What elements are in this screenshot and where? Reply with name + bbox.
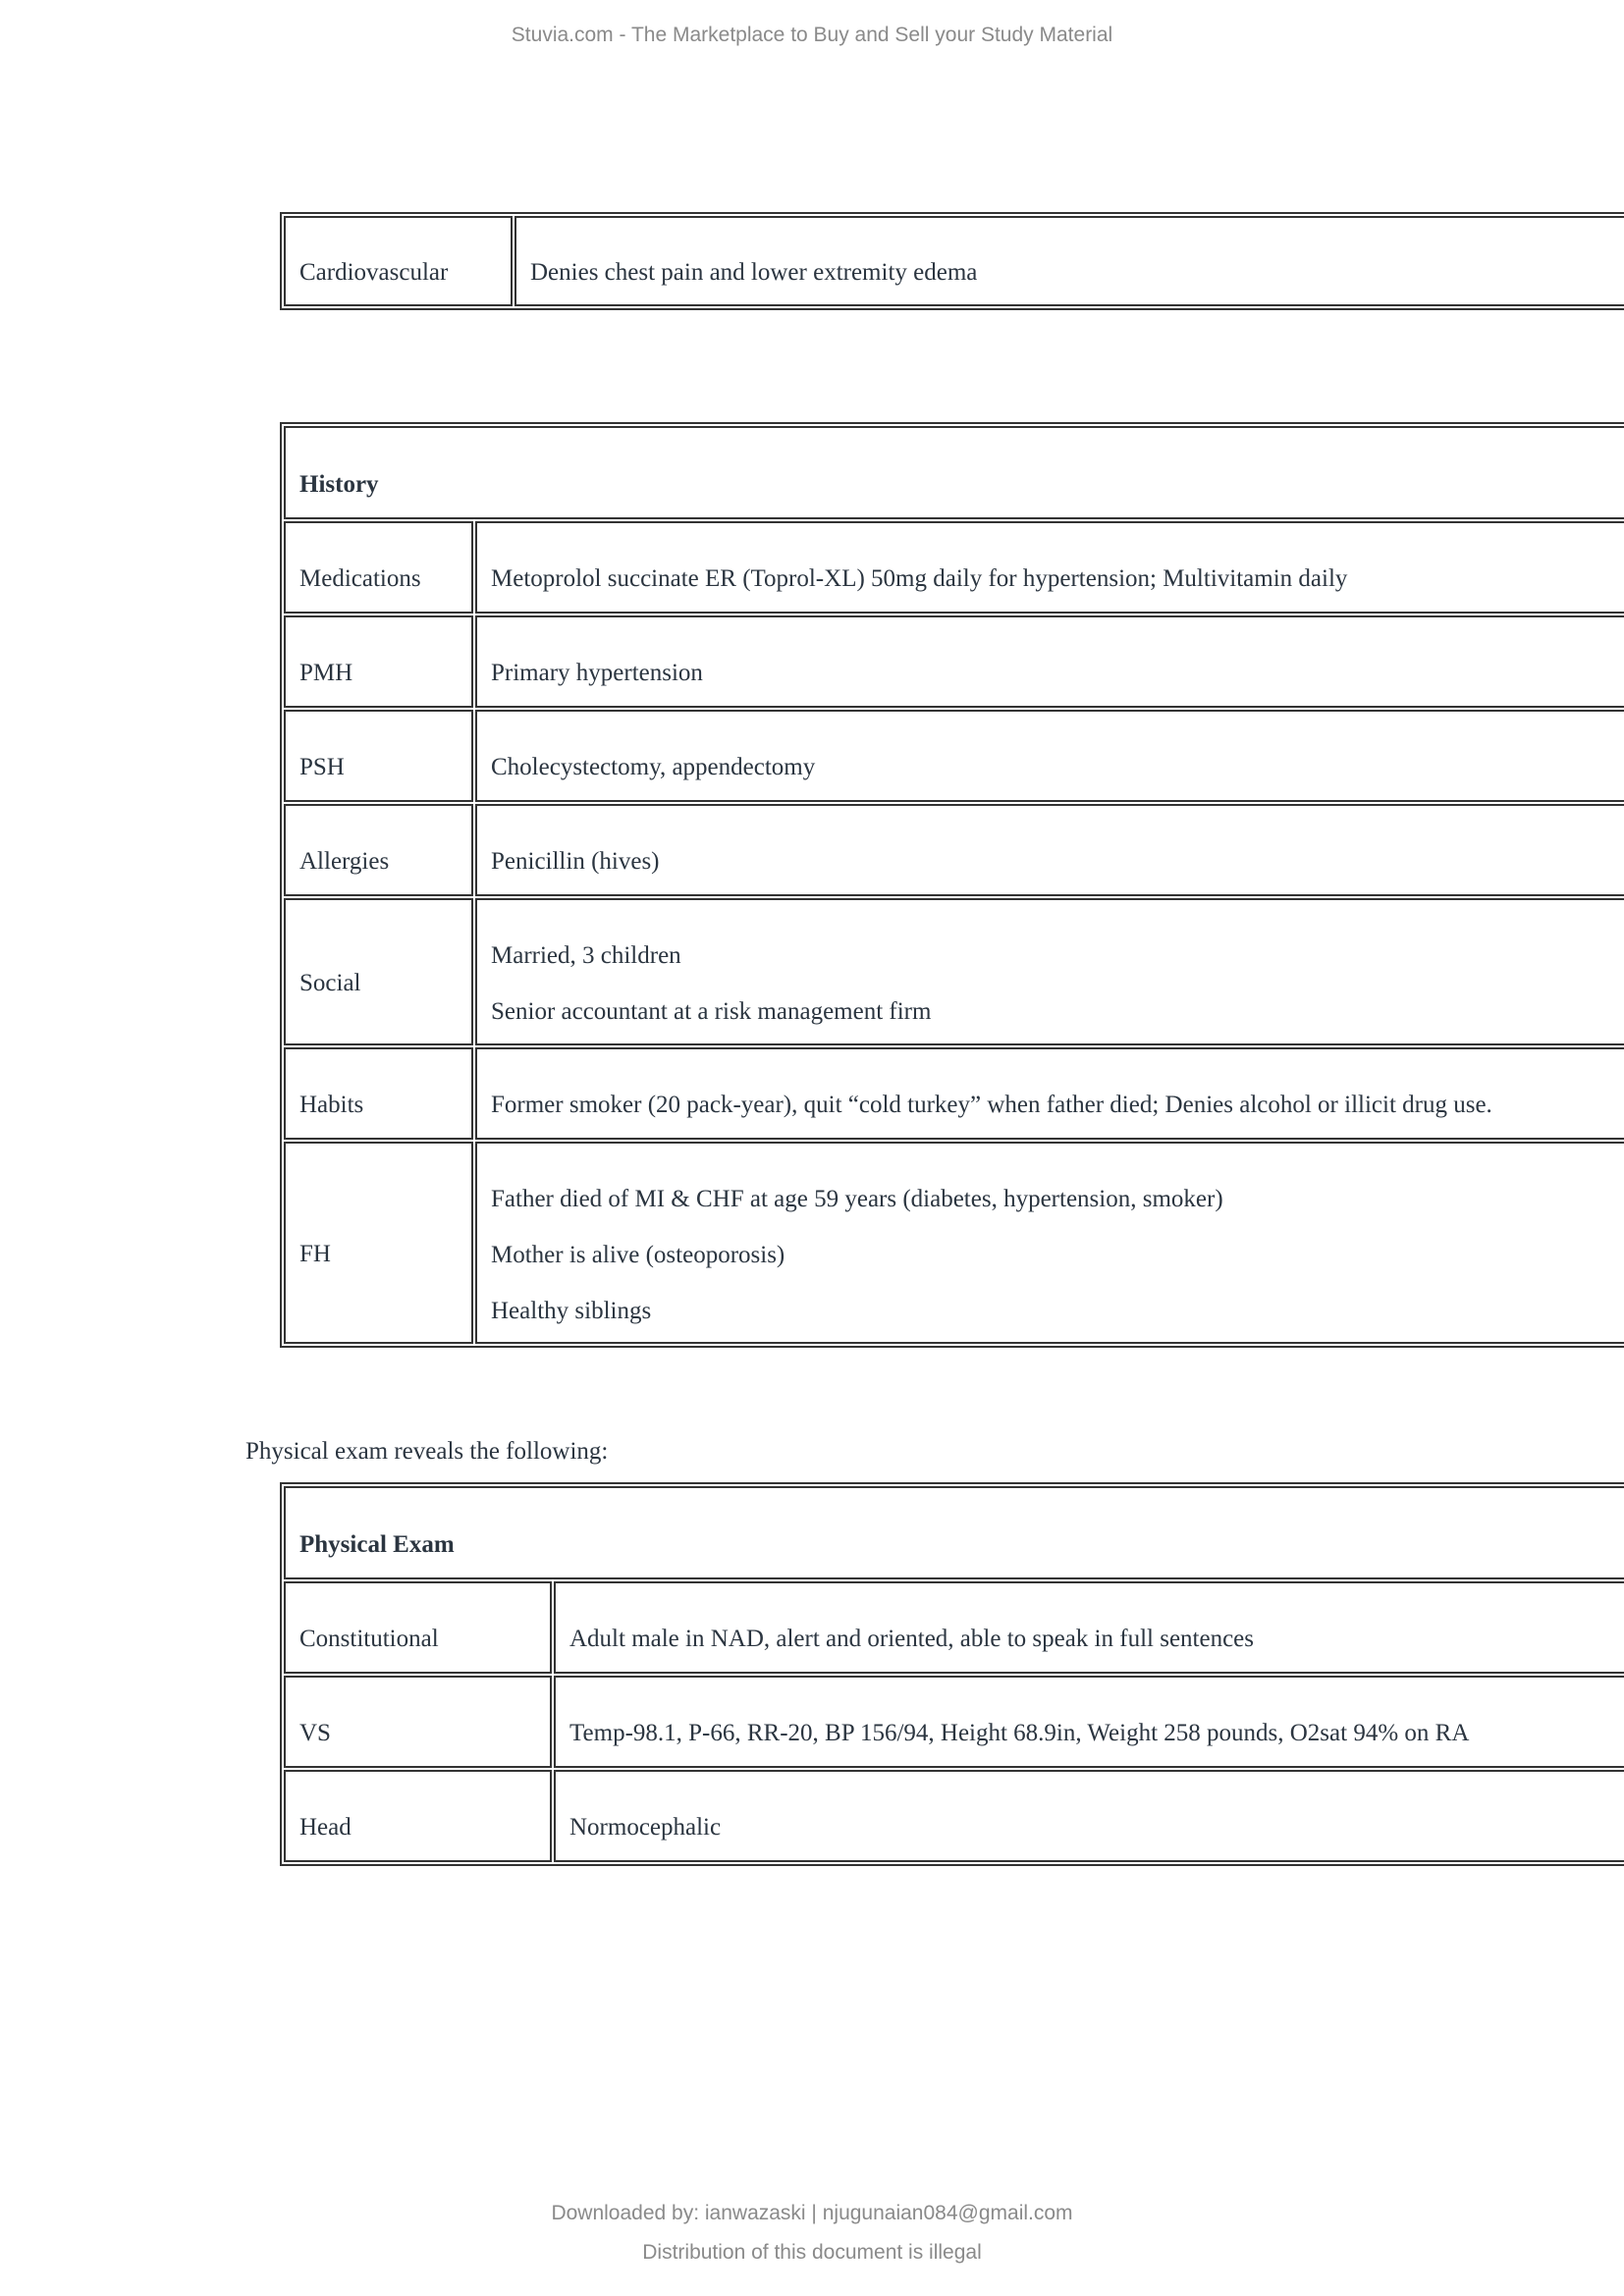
- row-value: [475, 521, 1624, 614]
- row-value: [475, 804, 1624, 896]
- table-title: [284, 426, 1624, 519]
- value-line: Father died of MI & CHF at age 59 years (diabetes, hypertension, smoker): [491, 1185, 1223, 1212]
- table-row: [284, 1581, 1624, 1674]
- table-row: [284, 615, 1624, 708]
- row-value: [475, 898, 1624, 1045]
- row-label: [284, 710, 473, 802]
- row-label: [284, 1676, 552, 1768]
- downloaded-by-footer: Downloaded by: ianwazaski | njugunaian084@gmail.com: [551, 2202, 1073, 2224]
- cell-text: [491, 1148, 1624, 1339]
- row-label: [284, 615, 473, 708]
- table-row: [284, 804, 1624, 896]
- row-label: [284, 898, 473, 1045]
- value-line: Healthy siblings: [491, 1297, 652, 1324]
- row-label: [284, 1770, 552, 1862]
- cell-text: PSH: [299, 754, 345, 780]
- cell-text: Cholecystectomy, appendectomy: [491, 754, 816, 780]
- watermark-header: Stuvia.com - The Marketplace to Buy and Sell your Study Material: [511, 24, 1113, 46]
- cell-text: [491, 904, 1624, 1040]
- row-label: [284, 216, 513, 306]
- row-label: [284, 804, 473, 896]
- cell-text: Habits: [299, 1092, 364, 1118]
- row-value: [475, 1047, 1624, 1140]
- cell-text: Temp-98.1, P-66, RR-20, BP 156/94, Height 68.9in, Weight 258 pounds, O2sat 94% on RA: [569, 1720, 1470, 1746]
- cell-text: Adult male in NAD, alert and oriented, able to speak in full sentences: [569, 1626, 1255, 1652]
- table-row: [284, 1047, 1624, 1140]
- row-label: [284, 1047, 473, 1140]
- table-row: [284, 710, 1624, 802]
- cell-text: Primary hypertension: [491, 660, 703, 686]
- cell-text: History: [299, 470, 379, 498]
- row-value: [514, 216, 1624, 306]
- table-row: [284, 1142, 1624, 1344]
- value-line: Senior accountant at a risk management firm: [491, 998, 932, 1025]
- table-row: [284, 216, 1624, 306]
- physical-exam-table: [280, 1482, 1624, 1866]
- intro-paragraph: Physical exam reveals the following:: [245, 1438, 609, 1465]
- row-value: [475, 1142, 1624, 1344]
- row-value: [554, 1581, 1624, 1674]
- row-value: [554, 1770, 1624, 1862]
- row-value: [554, 1676, 1624, 1768]
- cell-text: FH: [299, 1241, 331, 1267]
- cell-text: Former smoker (20 pack-year), quit “cold turkey” when father died; Denies alcohol or illicit drug use.: [491, 1092, 1492, 1118]
- history-table: [280, 422, 1624, 1348]
- cell-text: PMH: [299, 660, 353, 686]
- cell-text: Penicillin (hives): [491, 848, 660, 875]
- cell-text: Cardiovascular: [299, 259, 449, 286]
- row-label: [284, 1581, 552, 1674]
- cell-text: Social: [299, 970, 361, 996]
- row-value: [475, 710, 1624, 802]
- row-label: [284, 521, 473, 614]
- table-row: [284, 521, 1624, 614]
- table-row: [284, 1676, 1624, 1768]
- cell-text: Allergies: [299, 848, 390, 875]
- distribution-notice: Distribution of this document is illegal: [642, 2241, 982, 2264]
- cell-text: Constitutional: [299, 1626, 439, 1652]
- cell-text: Normocephalic: [569, 1814, 722, 1841]
- cell-text: Medications: [299, 565, 421, 592]
- table-row: [284, 1770, 1624, 1862]
- table-row: [284, 898, 1624, 1045]
- value-line: Married, 3 children: [491, 942, 681, 969]
- ros-table: [280, 212, 1624, 310]
- cell-text: Denies chest pain and lower extremity edema: [530, 259, 978, 286]
- cell-text: Metoprolol succinate ER (Toprol-XL) 50mg daily for hypertension; Multivitamin daily: [491, 565, 1348, 592]
- cell-text: Head: [299, 1814, 352, 1841]
- cell-text: VS: [299, 1720, 331, 1746]
- row-value: [475, 615, 1624, 708]
- row-label: [284, 1142, 473, 1344]
- cell-text: Physical Exam: [299, 1530, 455, 1558]
- table-title: [284, 1486, 1624, 1579]
- value-line: Mother is alive (osteoporosis): [491, 1241, 785, 1268]
